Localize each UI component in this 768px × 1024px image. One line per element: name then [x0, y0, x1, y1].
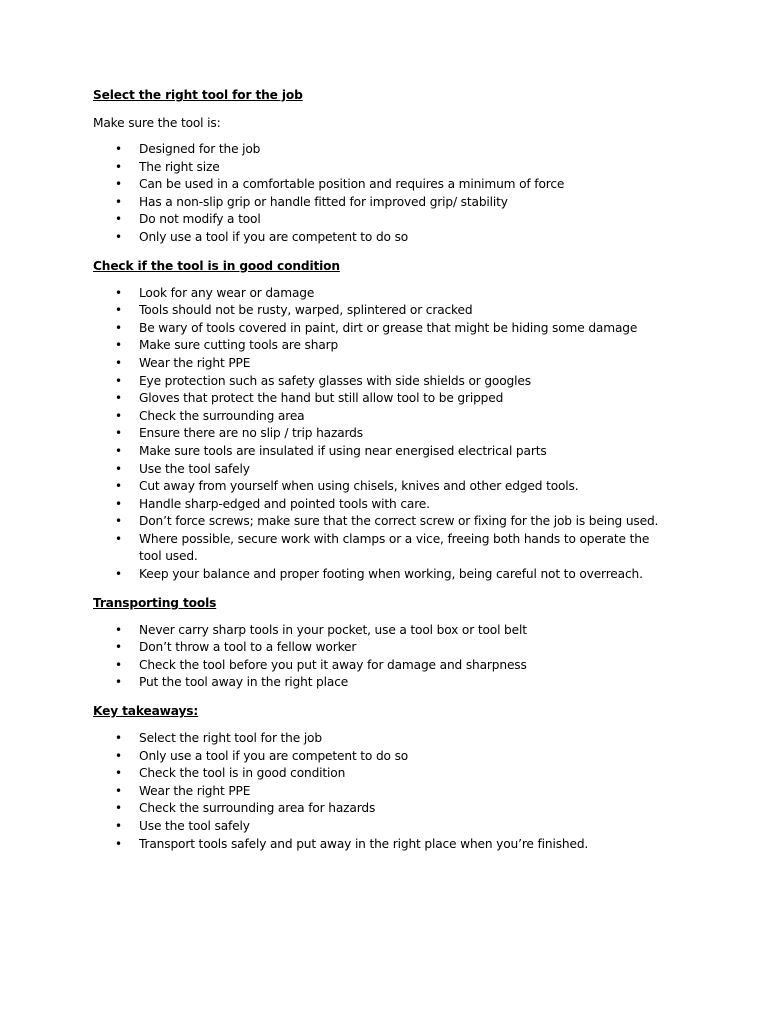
- section-heading: Key takeaways:: [93, 704, 199, 719]
- bullet-icon: •: [115, 461, 122, 476]
- list-item: [93, 639, 673, 657]
- list-item-text: Only use a tool if you are competent to do so: [139, 748, 409, 763]
- list-item: [93, 355, 673, 373]
- list-item: [93, 531, 673, 566]
- list-item-text: Tools should not be rusty, warped, splintered or cracked: [139, 303, 473, 318]
- bullet-icon: •: [115, 567, 122, 582]
- bullet-icon: •: [115, 479, 122, 494]
- list-item-text: Put the tool away in the right place: [139, 675, 349, 690]
- bullet-icon: •: [115, 320, 122, 335]
- list-item: [93, 425, 673, 443]
- list-item: [93, 285, 673, 303]
- list-item: [93, 730, 673, 748]
- list-item-text: Make sure cutting tools are sharp: [139, 338, 339, 353]
- list-item-text: Check the tool is in good condition: [139, 766, 346, 781]
- list-item: [93, 461, 673, 479]
- bullet-icon: •: [115, 159, 122, 174]
- list-item-text: Never carry sharp tools in your pocket, use a tool box or tool belt: [139, 622, 527, 637]
- bullet-icon: •: [115, 819, 122, 833]
- list-item-text: Gloves that protect the hand but still allow tool to be gripped: [139, 391, 504, 406]
- list-item: [93, 818, 673, 836]
- bullet-icon: •: [115, 443, 122, 458]
- list-item: [93, 674, 673, 692]
- bullet-icon: •: [115, 675, 122, 690]
- list-item-text: Where possible, secure work with clamps or a vice, freeing both hands to operate the tool used.: [139, 531, 650, 564]
- list-item-text: Do not modify a tool: [139, 212, 261, 227]
- section-transporting-tools: [93, 594, 673, 692]
- bullet-list: [93, 622, 673, 692]
- list-item: [93, 783, 673, 801]
- list-item-text: Keep your balance and proper footing when working, being careful not to overreach.: [139, 567, 643, 582]
- bullet-icon: •: [115, 194, 122, 209]
- list-item: [93, 337, 673, 355]
- list-item-text: Wear the right PPE: [139, 355, 251, 370]
- bullet-icon: •: [115, 142, 122, 156]
- bullet-list: [93, 730, 673, 853]
- bullet-icon: •: [115, 355, 122, 370]
- list-item-text: Look for any wear or damage: [139, 285, 315, 300]
- list-item-text: Has a non-slip grip or handle fitted for improved grip/ stability: [139, 194, 508, 209]
- list-item-text: Wear the right PPE: [139, 783, 251, 798]
- list-item-text: Use the tool safely: [139, 819, 250, 833]
- bullet-icon: •: [115, 391, 122, 406]
- list-item: [93, 390, 673, 408]
- bullet-icon: •: [115, 836, 122, 851]
- bullet-icon: •: [115, 496, 122, 511]
- bullet-icon: •: [115, 622, 122, 637]
- bullet-icon: •: [115, 514, 122, 529]
- section-heading: Select the right tool for the job: [93, 88, 303, 102]
- list-item: [93, 211, 673, 229]
- list-item-text: Cut away from yourself when using chisels, knives and other edged tools.: [139, 479, 579, 494]
- list-item-text: Handle sharp-edged and pointed tools with care.: [139, 496, 430, 511]
- bullet-icon: •: [115, 640, 122, 655]
- bullet-icon: •: [115, 285, 122, 300]
- section-heading: Check if the tool is in good condition: [93, 258, 340, 273]
- list-item-text: Make sure tools are insulated if using near energised electrical parts: [139, 443, 547, 458]
- list-item: [93, 836, 673, 854]
- list-item-text: Check the surrounding area: [139, 408, 305, 423]
- list-item: [93, 443, 673, 461]
- list-item-text: Be wary of tools covered in paint, dirt or grease that might be hiding some damage: [139, 320, 638, 335]
- list-item: [93, 765, 673, 783]
- list-item: [93, 141, 673, 159]
- list-item-text: Don’t throw a tool to a fellow worker: [139, 640, 357, 655]
- document-page: [93, 86, 673, 863]
- list-item: [93, 513, 673, 531]
- list-item: [93, 657, 673, 675]
- bullet-icon: •: [115, 531, 122, 546]
- bullet-icon: •: [115, 783, 122, 798]
- list-item: [93, 159, 673, 177]
- bullet-icon: •: [115, 303, 122, 318]
- bullet-icon: •: [115, 373, 122, 388]
- list-item-text: Don’t force screws; make sure that the correct screw or fixing for the job is being used.: [139, 514, 659, 529]
- bullet-icon: •: [115, 229, 122, 244]
- list-item-text: Check the tool before you put it away for damage and sharpness: [139, 657, 527, 672]
- list-item-text: Use the tool safely: [139, 461, 250, 476]
- list-item: [93, 176, 673, 194]
- list-item-text: Ensure there are no slip / trip hazards: [139, 426, 363, 441]
- section-heading: Transporting tools: [93, 595, 217, 610]
- bullet-icon: •: [115, 801, 122, 816]
- list-item: [93, 302, 673, 320]
- bullet-icon: •: [115, 177, 122, 192]
- list-item: [93, 229, 673, 247]
- list-item-text: Designed for the job: [139, 142, 261, 156]
- list-item: [93, 408, 673, 426]
- section-select-tool: [93, 86, 673, 247]
- section-check-condition: [93, 257, 673, 584]
- bullet-list: [93, 285, 673, 584]
- bullet-icon: •: [115, 212, 122, 227]
- list-item: [93, 478, 673, 496]
- section-key-takeaways: [93, 702, 673, 853]
- bullet-icon: •: [115, 731, 122, 746]
- section-intro: Make sure the tool is:: [93, 116, 221, 130]
- bullet-icon: •: [115, 748, 122, 763]
- list-item: [93, 496, 673, 514]
- list-item: [93, 566, 673, 584]
- list-item-text: Only use a tool if you are competent to do so: [139, 229, 409, 244]
- list-item: [93, 320, 673, 338]
- list-item-text: Select the right tool for the job: [139, 731, 322, 746]
- list-item-text: Transport tools safely and put away in the right place when you’re finished.: [139, 836, 589, 851]
- list-item: [93, 748, 673, 766]
- list-item-text: Check the surrounding area for hazards: [139, 801, 376, 816]
- list-item: [93, 800, 673, 818]
- bullet-icon: •: [115, 426, 122, 441]
- list-item: [93, 373, 673, 391]
- bullet-icon: •: [115, 408, 122, 423]
- bullet-icon: •: [115, 657, 122, 672]
- list-item: [93, 194, 673, 212]
- list-item-text: The right size: [139, 159, 220, 174]
- bullet-icon: •: [115, 338, 122, 353]
- list-item-text: Eye protection such as safety glasses with side shields or googles: [139, 373, 531, 388]
- bullet-list: [93, 141, 673, 247]
- list-item-text: Can be used in a comfortable position and requires a minimum of force: [139, 177, 565, 192]
- list-item: [93, 622, 673, 640]
- bullet-icon: •: [115, 766, 122, 781]
